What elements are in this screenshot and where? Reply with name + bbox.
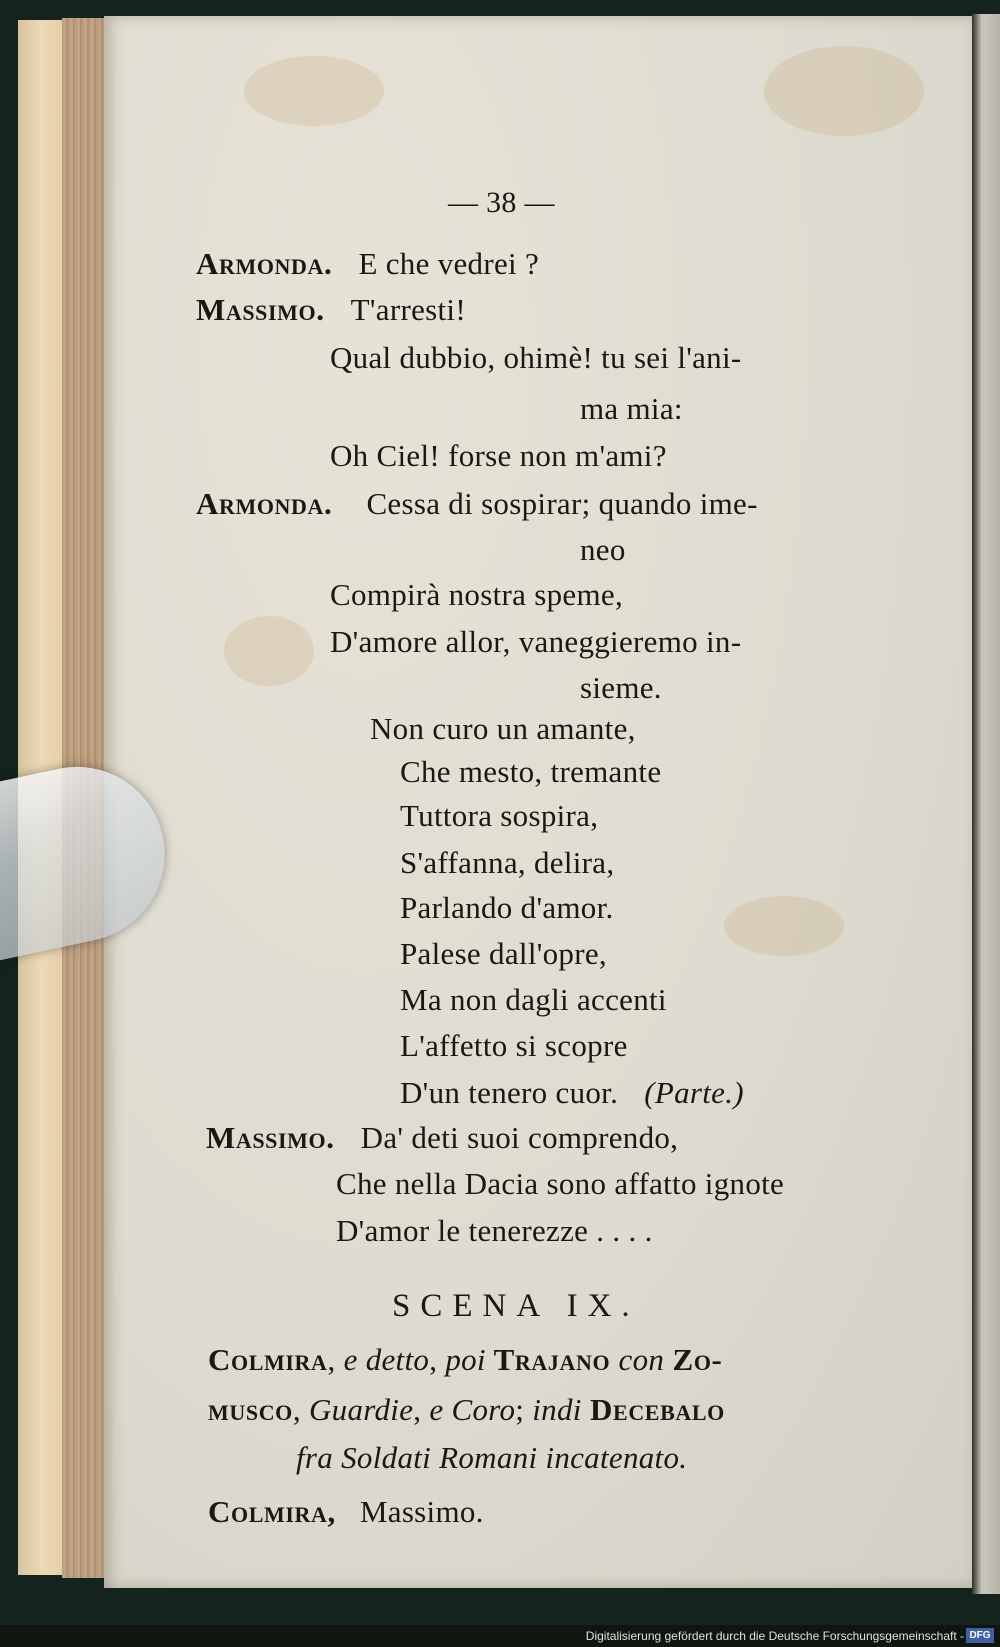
verse-text: Massimo. [359, 1494, 484, 1529]
foxing-stain [224, 616, 314, 686]
page-number: — 38 — [448, 186, 555, 219]
verse-line: Che mesto, tremante [400, 754, 662, 789]
speaker-name: Colmira, [208, 1494, 336, 1529]
character-name: Colmira [208, 1342, 328, 1377]
footer-credit: Digitalisierung gefördert durch die Deutsche Forschungsgemeinschaft - [585, 1629, 964, 1643]
speaker-name: Massimo. [206, 1120, 335, 1155]
cast-note: Guardie [309, 1392, 414, 1427]
verse-text: E che vedrei ? [358, 246, 540, 281]
character-name: Trajano [485, 1342, 619, 1377]
separator: , [429, 1342, 446, 1377]
verse-line [196, 292, 466, 328]
cast-line [208, 1392, 725, 1428]
verse-line: Tuttora sospira, [400, 798, 599, 833]
cast-line [208, 1342, 722, 1378]
cast-note: e Coro [429, 1392, 516, 1427]
verse-text: Cessa di sospirar; quando ime- [366, 486, 758, 521]
verse-line: Compirà nostra speme, [330, 577, 623, 612]
foxing-stain [764, 46, 924, 136]
verse-line: S'affanna, delira, [400, 845, 615, 880]
cast-line: fra Soldati Romani incatenato. [296, 1440, 688, 1475]
verse-line: L'affetto si scopre [400, 1028, 628, 1063]
verse-line: Qual dubbio, ohimè! tu sei l'ani- [330, 340, 742, 375]
verse-line: D'amore allor, vaneggieremo in- [330, 624, 742, 659]
verse-line: Non curo un amante, [370, 711, 636, 746]
separator: , [292, 1392, 309, 1427]
verse-line: neo [580, 532, 626, 567]
verse-line: Parlando d'amor. [400, 890, 614, 925]
dfg-logo: DFG [966, 1628, 994, 1643]
cast-note: e detto [343, 1342, 430, 1377]
foxing-stain [244, 56, 384, 126]
cast-note: poi [445, 1342, 486, 1377]
verse-text: D'un tenero cuor. [400, 1075, 619, 1110]
verse-line: Che nella Dacia sono affatto ignote [336, 1166, 785, 1201]
verse-text: T'arresti! [350, 292, 466, 327]
verse-line [400, 1075, 744, 1111]
separator: , [327, 1342, 344, 1377]
right-page-edge [972, 14, 1000, 1594]
cast-note: indi [532, 1392, 582, 1427]
verse-line [196, 246, 539, 282]
character-name: Decebalo [581, 1392, 725, 1427]
verse-text: Da' deti suoi comprendo, [360, 1120, 679, 1155]
separator: , [413, 1392, 430, 1427]
character-name: musco [208, 1392, 293, 1427]
verse-line: Oh Ciel! forse non m'ami? [330, 438, 667, 473]
speaker-name: Armonda. [196, 486, 333, 521]
character-name: Zo- [664, 1342, 723, 1377]
verse-line: Palese dall'opre, [400, 936, 607, 971]
speaker-name: Armonda. [196, 246, 333, 281]
digitization-footer [0, 1625, 1000, 1647]
scene-heading: SCENA IX. [392, 1288, 640, 1324]
cast-note: con [618, 1342, 665, 1377]
stage-direction: (Parte.) [644, 1075, 744, 1110]
verse-line [208, 1494, 484, 1530]
foxing-stain [724, 896, 844, 956]
verse-line: Ma non dagli accenti [400, 982, 667, 1017]
separator: ; [515, 1392, 533, 1427]
speaker-name: Massimo. [196, 292, 325, 327]
verse-line: sieme. [580, 670, 662, 705]
verse-line [206, 1120, 678, 1156]
verse-line: D'amor le tenerezze . . . . [336, 1213, 653, 1248]
verse-line [196, 486, 758, 522]
verse-line: ma mia: [580, 391, 683, 426]
